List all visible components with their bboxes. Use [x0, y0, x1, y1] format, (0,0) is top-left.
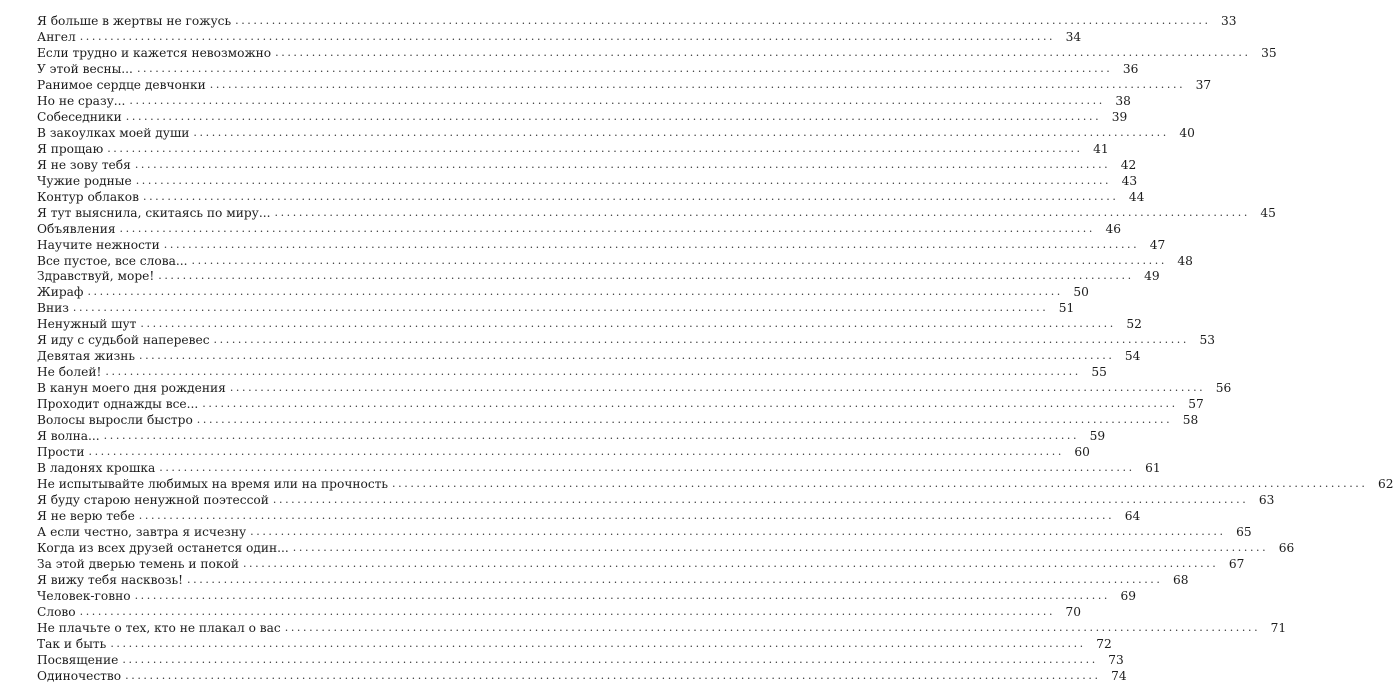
dot-leader: ................................................................................................................................................................	[72, 301, 1049, 315]
toc-entry-page-number: 37	[1195, 77, 1212, 92]
toc-entry-page-number: 38	[1115, 93, 1131, 108]
toc-entry	[37, 395, 1204, 412]
toc-entry	[37, 459, 1161, 476]
toc-entry	[37, 603, 1082, 619]
toc-entry-title: Я буду старою ненужной поэтессой	[37, 493, 269, 508]
toc-entry-title: За этой дверью темень и покой	[37, 556, 239, 571]
toc-entry	[37, 587, 1137, 603]
toc-entry-page-number: 66	[1278, 540, 1295, 555]
dot-leader: ................................................................................................................................................................	[196, 413, 1173, 427]
toc-entry-title: У этой весны...	[37, 61, 133, 76]
toc-entry	[37, 619, 1287, 635]
dot-leader: ................................................................................................................................................................	[105, 365, 1081, 379]
toc-entry-page-number: 50	[1073, 285, 1089, 300]
dot-leader: ................................................................................................................................................................	[122, 652, 1098, 666]
toc-entry	[37, 331, 1215, 348]
toc-entry-page-number: 56	[1215, 381, 1232, 396]
dot-leader: ................................................................................................................................................................	[284, 620, 1261, 634]
toc-entry-page-number: 36	[1122, 61, 1139, 76]
toc-entry-title: А если честно, завтра я исчезну	[37, 524, 247, 539]
toc-entry	[37, 491, 1275, 508]
dot-leader: ................................................................................................................................................................	[242, 556, 1219, 570]
toc-entry-title: Объявления	[37, 221, 116, 236]
toc-entry-page-number: 49	[1144, 269, 1160, 284]
toc-entry-title: Ангел	[37, 29, 76, 44]
toc-entry-page-number: 48	[1177, 253, 1193, 268]
toc-entry	[37, 76, 1212, 92]
toc-entry-title: Я иду с судьбой наперевес	[37, 333, 210, 348]
dot-leader: ................................................................................................................................................................	[209, 77, 1186, 91]
toc-entry-title: Одиночество	[37, 668, 122, 683]
toc-entry	[37, 571, 1189, 587]
toc-entry-page-number: 74	[1111, 668, 1127, 683]
toc-entry	[37, 204, 1276, 220]
toc-entry-page-number: 71	[1270, 620, 1287, 635]
toc-entry-page-number: 59	[1089, 429, 1106, 444]
toc-entry-title: Все пустое, все слова...	[37, 253, 188, 268]
toc-entry	[37, 299, 1075, 316]
toc-entry	[37, 507, 1141, 523]
toc-entry-title: Здравствуй, море!	[37, 269, 155, 284]
toc-entry	[37, 12, 1237, 28]
toc-entry	[37, 347, 1141, 364]
dot-leader: ................................................................................................................................................................	[392, 477, 1368, 491]
toc-entry-page-number: 68	[1172, 572, 1189, 587]
toc-entry-page-number: 46	[1105, 221, 1121, 236]
toc-entry-title: Посвящение	[37, 652, 119, 667]
toc-entry-page-number: 55	[1091, 365, 1107, 380]
toc-entry-title: Не испытывайте любимых на время или на прочность	[37, 477, 389, 492]
toc-entry-title: Собеседники	[37, 109, 122, 124]
toc-entry	[37, 411, 1199, 428]
toc-entry-page-number: 44	[1128, 189, 1145, 204]
toc-entry-title: Так и быть	[37, 636, 107, 651]
toc-entry-title: Ранимое сердце девчонки	[37, 77, 206, 92]
toc-entry	[37, 443, 1090, 460]
toc-entry-page-number: 34	[1065, 29, 1082, 44]
toc-entry-page-number: 72	[1096, 636, 1112, 651]
dot-leader: ................................................................................................................................................................	[213, 333, 1189, 347]
toc-entry	[37, 539, 1295, 555]
dot-leader: ................................................................................................................................................................	[274, 205, 1250, 219]
dot-leader: ................................................................................................................................................................	[142, 189, 1119, 203]
toc-entry-title: Проходит однажды все...	[37, 397, 199, 412]
toc-entry-page-number: 41	[1093, 141, 1109, 156]
dot-leader: ................................................................................................................................................................	[187, 572, 1163, 586]
toc-entry-page-number: 39	[1111, 109, 1128, 124]
dot-leader: ................................................................................................................................................................	[134, 588, 1111, 602]
toc-entry-page-number: 64	[1124, 509, 1141, 523]
toc-entry-page-number: 60	[1074, 445, 1090, 460]
toc-entry	[37, 268, 1160, 284]
toc-entry-title: Жираф	[37, 285, 84, 300]
toc-entry-title: В канун моего дня рождения	[37, 381, 226, 396]
toc-entry	[37, 140, 1109, 156]
dot-leader: ................................................................................................................................................................	[250, 524, 1226, 538]
toc-entry	[37, 667, 1127, 683]
toc-entry-title: Научите нежности	[37, 237, 160, 252]
toc-entry-page-number: 63	[1258, 493, 1275, 508]
toc-entry-page-number: 69	[1120, 588, 1137, 603]
toc-entry	[37, 108, 1128, 124]
toc-entry-title: Я тут выяснила, скитаясь по миру...	[37, 205, 271, 220]
dot-leader: ................................................................................................................................................................	[129, 93, 1105, 107]
dot-leader: ................................................................................................................................................................	[163, 237, 1140, 251]
toc-entry-page-number: 58	[1182, 413, 1199, 428]
toc-entry-title: Не болей!	[37, 365, 102, 380]
dot-leader: ................................................................................................................................................................	[107, 141, 1083, 155]
dot-leader: ................................................................................................................................................................	[292, 540, 1269, 554]
dot-leader: ................................................................................................................................................................	[125, 668, 1101, 682]
dot-leader: ................................................................................................................................................................	[134, 157, 1111, 171]
dot-leader: ................................................................................................................................................................	[202, 397, 1178, 411]
toc-entry-page-number: 67	[1228, 556, 1245, 571]
toc-entry	[37, 283, 1089, 300]
toc-entry-page-number: 43	[1121, 173, 1138, 188]
toc-entry	[37, 156, 1137, 172]
dot-leader: ................................................................................................................................................................	[235, 13, 1211, 27]
toc-entry-page-number: 45	[1260, 205, 1276, 220]
toc-entry	[37, 44, 1277, 60]
toc-entry-title: Когда из всех друзей останется один...	[37, 540, 289, 555]
dot-leader: ................................................................................................................................................................	[119, 221, 1095, 235]
toc-entry	[37, 172, 1138, 188]
toc-entry-page-number: 47	[1149, 237, 1166, 252]
dot-leader: ................................................................................................................................................................	[158, 269, 1134, 283]
toc-entry	[37, 635, 1112, 651]
toc-entry-title: Я вижу тебя насквозь!	[37, 572, 184, 587]
toc-entry-title: Я прощаю	[37, 141, 104, 156]
dot-leader: ................................................................................................................................................................	[135, 173, 1112, 187]
toc-entry	[37, 236, 1166, 252]
toc-entry-title: Если трудно и кажется невозможно	[37, 45, 272, 60]
toc-entry-title: Вниз	[37, 301, 69, 316]
toc-entry-page-number: 54	[1124, 349, 1141, 364]
toc-entry-title: Я волна...	[37, 429, 100, 444]
toc-entry	[37, 92, 1131, 108]
toc-entry	[37, 188, 1145, 204]
dot-leader: ................................................................................................................................................................	[191, 253, 1167, 267]
toc-entry-title: Я не верю тебе	[37, 509, 135, 523]
toc-entry-title: Контур облаков	[37, 189, 139, 204]
toc-entry	[37, 28, 1082, 44]
dot-leader: ................................................................................................................................................................	[87, 285, 1063, 299]
toc-entry-page-number: 40	[1179, 125, 1195, 140]
toc-entry-title: Прости	[37, 445, 85, 460]
dot-leader: ................................................................................................................................................................	[272, 493, 1249, 507]
toc-entry	[37, 555, 1245, 571]
toc-entry	[37, 220, 1121, 236]
toc-entry	[37, 60, 1139, 76]
toc-entry-page-number: 61	[1145, 461, 1161, 476]
table-of-contents	[37, 12, 1394, 683]
toc-entry-title: Не плачьте о тех, кто не плакал о вас	[37, 620, 281, 635]
toc-entry	[37, 523, 1252, 539]
toc-entry-title: Ненужный шут	[37, 317, 137, 332]
toc-entry-title: Слово	[37, 604, 76, 619]
toc-entry	[37, 252, 1193, 268]
toc-entry	[37, 379, 1232, 396]
dot-leader: ................................................................................................................................................................	[88, 445, 1064, 459]
toc-entry-page-number: 65	[1236, 524, 1252, 539]
toc-entry-page-number: 42	[1120, 157, 1137, 172]
toc-entry	[37, 315, 1142, 332]
dot-leader: ................................................................................................................................................................	[159, 461, 1135, 475]
toc-entry-title: Волосы выросли быстро	[37, 413, 193, 428]
toc-entry-title: Чужие родные	[37, 173, 132, 188]
toc-entry-page-number: 57	[1188, 397, 1204, 412]
dot-leader: ................................................................................................................................................................	[110, 636, 1086, 650]
toc-entry-title: Я больше в жертвы не гожусь	[37, 13, 232, 28]
toc-entry	[37, 363, 1107, 380]
toc-entry-page-number: 33	[1221, 13, 1237, 28]
toc-entry	[37, 475, 1394, 492]
dot-leader: ................................................................................................................................................................	[275, 45, 1251, 59]
toc-entry-page-number: 62	[1377, 477, 1394, 492]
dot-leader: ................................................................................................................................................................	[79, 29, 1056, 43]
toc-entry-page-number: 51	[1058, 301, 1075, 316]
toc-entry-title: Человек-говно	[37, 588, 131, 603]
toc-entry-title: В ладонях крошка	[37, 461, 156, 476]
toc-entry-title: Девятая жизнь	[37, 349, 135, 364]
toc-entry	[37, 427, 1106, 444]
dot-leader: ................................................................................................................................................................	[138, 349, 1115, 363]
dot-leader: ................................................................................................................................................................	[103, 429, 1080, 443]
dot-leader: ................................................................................................................................................................	[79, 604, 1056, 618]
dot-leader: ................................................................................................................................................................	[125, 109, 1102, 123]
dot-leader: ................................................................................................................................................................	[140, 317, 1116, 331]
dot-leader: ................................................................................................................................................................	[229, 381, 1206, 395]
toc-entry-title: Я не зову тебя	[37, 157, 131, 172]
toc-entry-page-number: 35	[1261, 45, 1277, 60]
toc-entry-page-number: 52	[1126, 317, 1142, 332]
toc-entry	[37, 651, 1124, 667]
toc-entry-page-number: 70	[1065, 604, 1082, 619]
dot-leader: ................................................................................................................................................................	[193, 125, 1169, 139]
toc-entry-title: Но не сразу...	[37, 93, 126, 108]
toc-entry-title: В закоулках моей души	[37, 125, 190, 140]
toc-entry-page-number: 73	[1108, 652, 1124, 667]
dot-leader: ................................................................................................................................................................	[136, 61, 1113, 75]
toc-entry-page-number: 53	[1199, 333, 1215, 348]
toc-entry	[37, 124, 1195, 140]
dot-leader: ................................................................................................................................................................	[138, 509, 1115, 522]
